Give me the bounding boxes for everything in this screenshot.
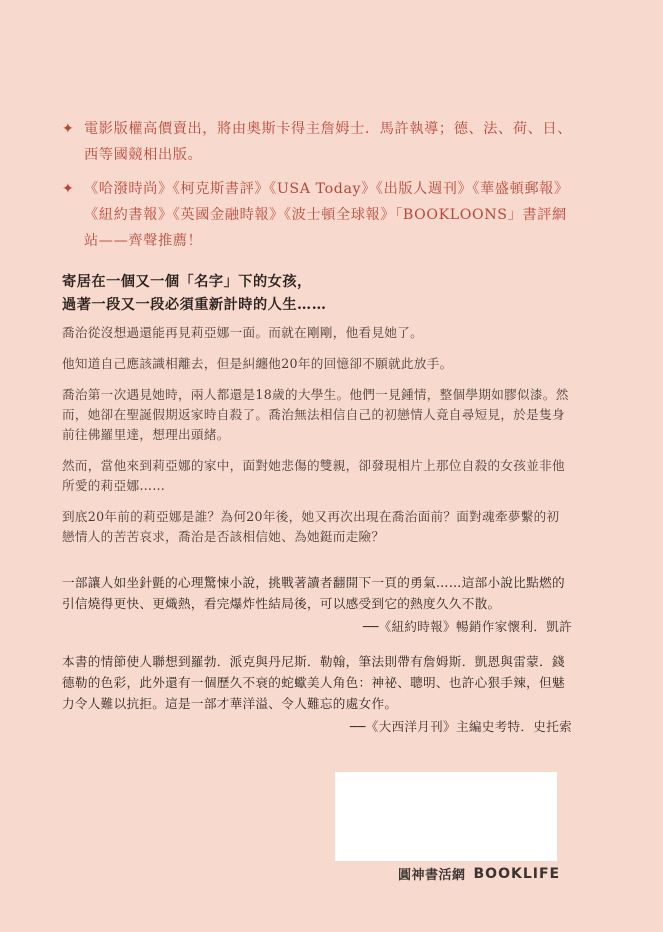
praise-item [62,116,572,168]
synopsis-paragraph: 他知道自己應該識相離去，但是糾纏他20年的回憶卻不願就此放手。 [62,356,453,371]
praise-text: 《哈潑時尚》《柯克斯書評》《USA Today》《出版人週刊》《華盛頓郵報》《紐約書報》《英國金融時報》《波士頓全球報》「BOOKLOONS」書評網站——齊聲推薦！ [84,181,569,249]
praise-item [62,176,572,254]
publisher-name: 圓神書活網 [398,868,466,883]
synopsis-paragraph: 然而，當他來到莉亞娜的家中，面對她悲傷的雙親，卻發現相片上那位自殺的女孩並非他所愛的莉亞娜…… [62,458,565,493]
synopsis-paragraph: 喬治第一次遇見她時，兩人都還是18歲的大學生。他們一見鍾情，整個學期如膠似漆。然而，她卻在聖誕假期返家時自殺了。喬治無法相信自己的初戀情人竟自尋短見，於是隻身前往佛羅里達，想理出頭緒。 [62,387,569,442]
tagline-line: 過著一段又一段必須重新計時的人生…… [62,297,327,313]
synopsis-paragraph: 喬治從沒想過還能再見莉亞娜一面。而就在剛剛，他看見她了。 [62,325,424,340]
star-bullet-icon: ✦ [62,121,74,137]
star-bullet-icon: ✦ [62,181,74,197]
quote-text: 本書的情節使人聯想到羅勃．派克與丹尼斯．勒翰，筆法則帶有詹姆斯．凱恩與雷蒙．錢德勒的色彩，此外還有一個歷久不衰的蛇蠍美人角色：神祕、聰明、也許心狠手辣，但魅力令人難以抗拒。這是一部才華洋溢、令人難忘的處女作。 [62,654,565,711]
synopsis-paragraph: 到底20年前的莉亞娜是誰？為何20年後，她又再次出現在喬治面前？面對魂牽夢繫的初戀情人的苦苦哀求，喬治是否該相信她、為她鋌而走險？ [62,509,560,544]
praise-text: 電影版權高價賣出，將由奧斯卡得主詹姆士．馬許執導；德、法、荷、日、西等國競相出版。 [84,121,572,163]
review-quotes [62,572,572,751]
tagline-line: 寄居在一個又一個「名字」下的女孩， [62,274,312,290]
quote-source: ──《大西洋月刊》主編史考特．史托索 [349,719,572,734]
quote-source: ──《紐約時報》暢銷作家懷利．凱許 [362,619,572,634]
synopsis [62,323,572,558]
publisher-brand: BOOKLIFE [473,865,561,882]
tagline [62,271,582,317]
barcode-area [335,772,557,861]
publisher-logo [398,864,560,883]
quote-text: 一部讓人如坐針氈的心理驚悚小說，挑戰著讀者翻開下一頁的勇氣……這部小說比點燃的引信燒得更快、更熾熱，看完爆炸性結局後，可以感受到它的熱度久久不散。 [62,575,565,611]
praise-list [62,116,572,262]
